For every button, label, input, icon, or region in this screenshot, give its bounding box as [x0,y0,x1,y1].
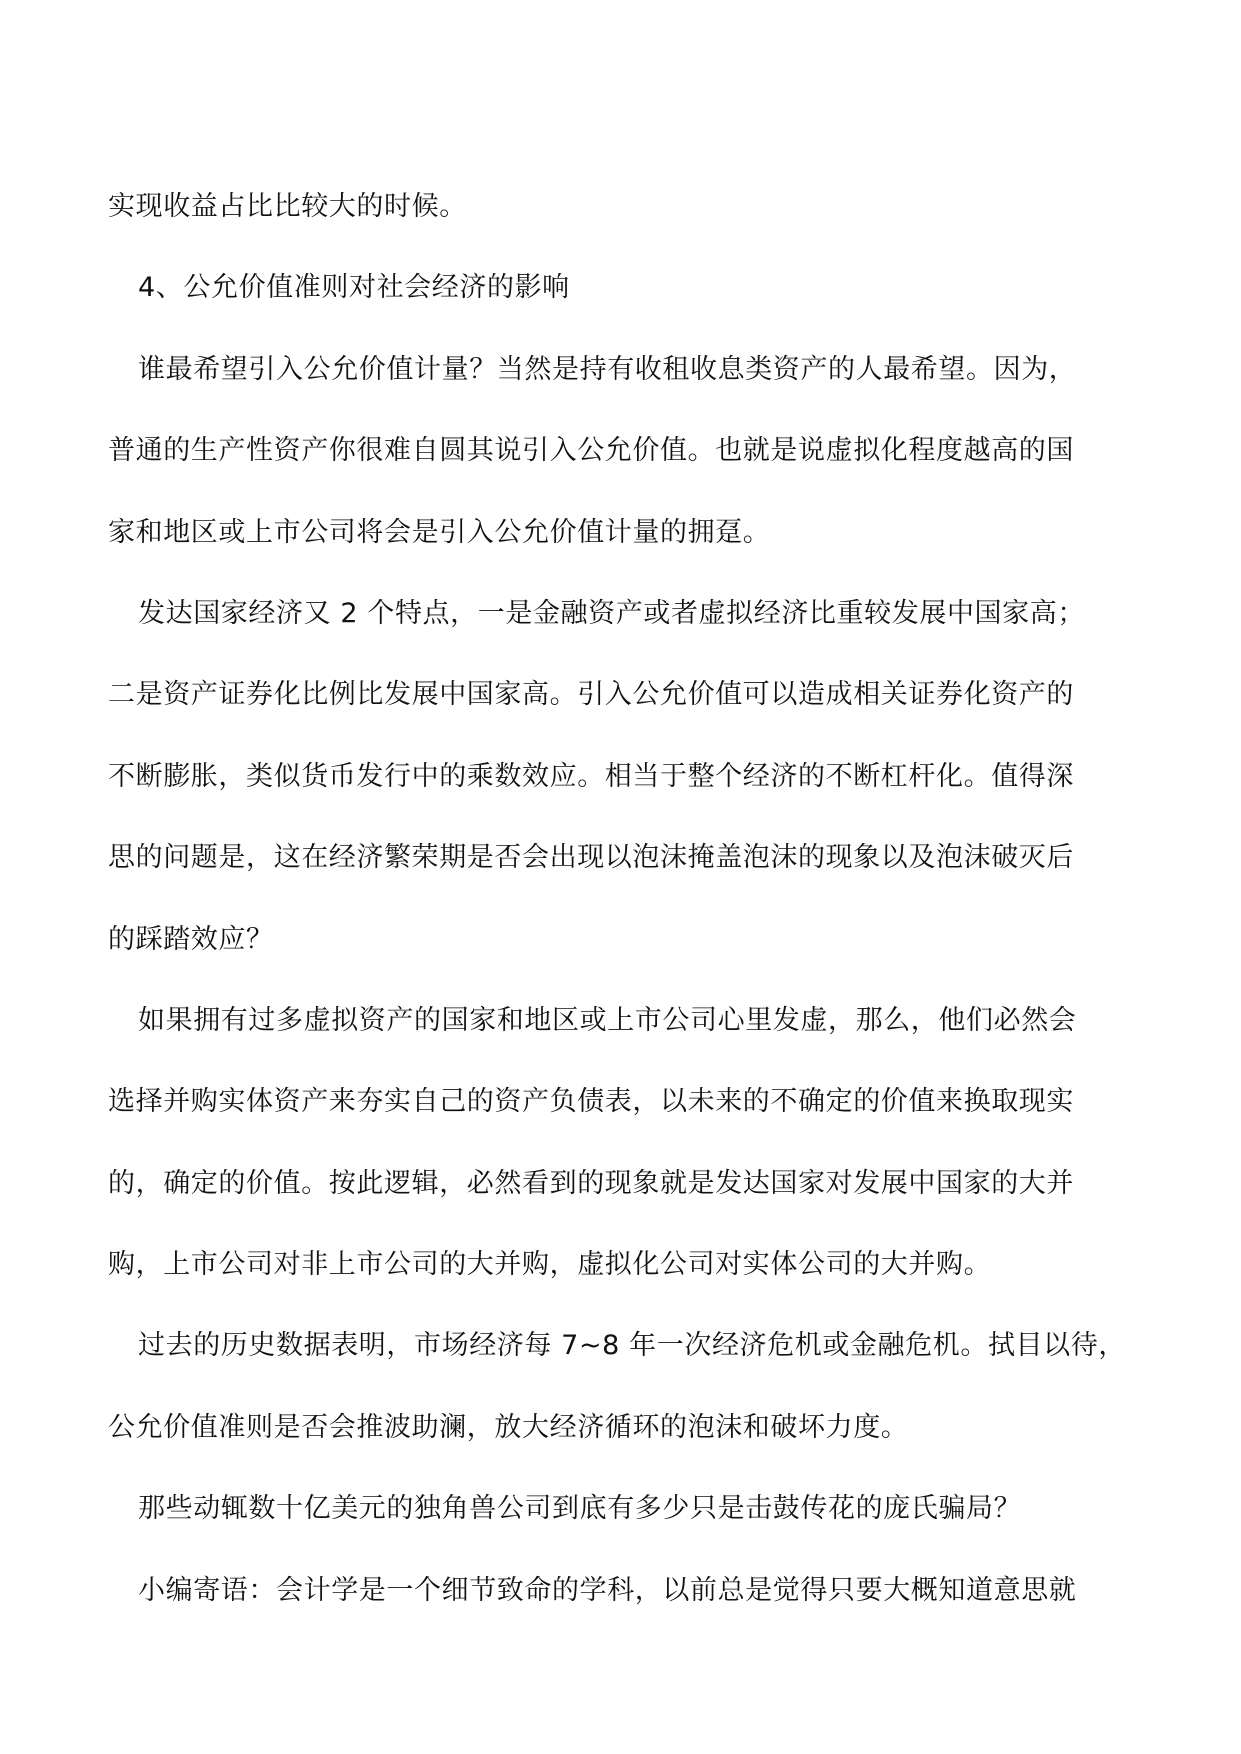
paragraph-line: 小编寄语：会计学是一个细节致命的学科，以前总是觉得只要大概知道意思就 [138,1574,1077,1606]
paragraph-line: 如果拥有过多虚拟资产的国家和地区或上市公司心里发虚，那么，他们必然会 [138,1004,1077,1036]
paragraph-line: 那些动辄数十亿美元的独角兽公司到底有多少只是击鼓传花的庞氏骗局？ [138,1493,1022,1525]
paragraph-line: 谁最希望引入公允价值计量？当然是持有收租收息类资产的人最希望。因为， [138,353,1077,385]
paragraph-line: 二是资产证券化比例比发展中国家高。引入公允价值可以造成相关证券化资产的 [108,679,1074,711]
paragraph-line: 购，上市公司对非上市公司的大并购，虚拟化公司对实体公司的大并购。 [108,1249,992,1281]
section-heading: 4、公允价值准则对社会经济的影响 [138,272,570,304]
paragraph-line: 公允价值准则是否会推波助澜，放大经济循环的泡沫和破坏力度。 [108,1411,909,1443]
paragraph-line: 选择并购实体资产来夯实自己的资产负债表，以未来的不确定的价值来换取现实 [108,1086,1074,1118]
paragraph-line: 过去的历史数据表明，市场经济每 7~8 年一次经济危机或金融危机。拭目以待， [138,1330,1126,1362]
paragraph-line: 家和地区或上市公司将会是引入公允价值计量的拥趸。 [108,516,771,548]
paragraph-line: 发达国家经济又 2 个特点，一是金融资产或者虚拟经济比重较发展中国家高； [138,597,1085,629]
paragraph-line: 不断膨胀，类似货币发行中的乘数效应。相当于整个经济的不断杠杆化。值得深 [108,760,1074,792]
paragraph-line: 思的问题是，这在经济繁荣期是否会出现以泡沫掩盖泡沫的现象以及泡沫破灭后 [108,842,1074,874]
paragraph-line: 的踩踏效应？ [108,923,274,955]
paragraph-line: 实现收益占比比较大的时候。 [108,191,467,222]
document-body [108,166,1138,1631]
paragraph-line: 的，确定的价值。按此逻辑，必然看到的现象就是发达国家对发展中国家的大并 [108,1167,1074,1199]
paragraph-line: 普通的生产性资产你很难自圆其说引入公允价值。也就是说虚拟化程度越高的国 [108,435,1074,467]
